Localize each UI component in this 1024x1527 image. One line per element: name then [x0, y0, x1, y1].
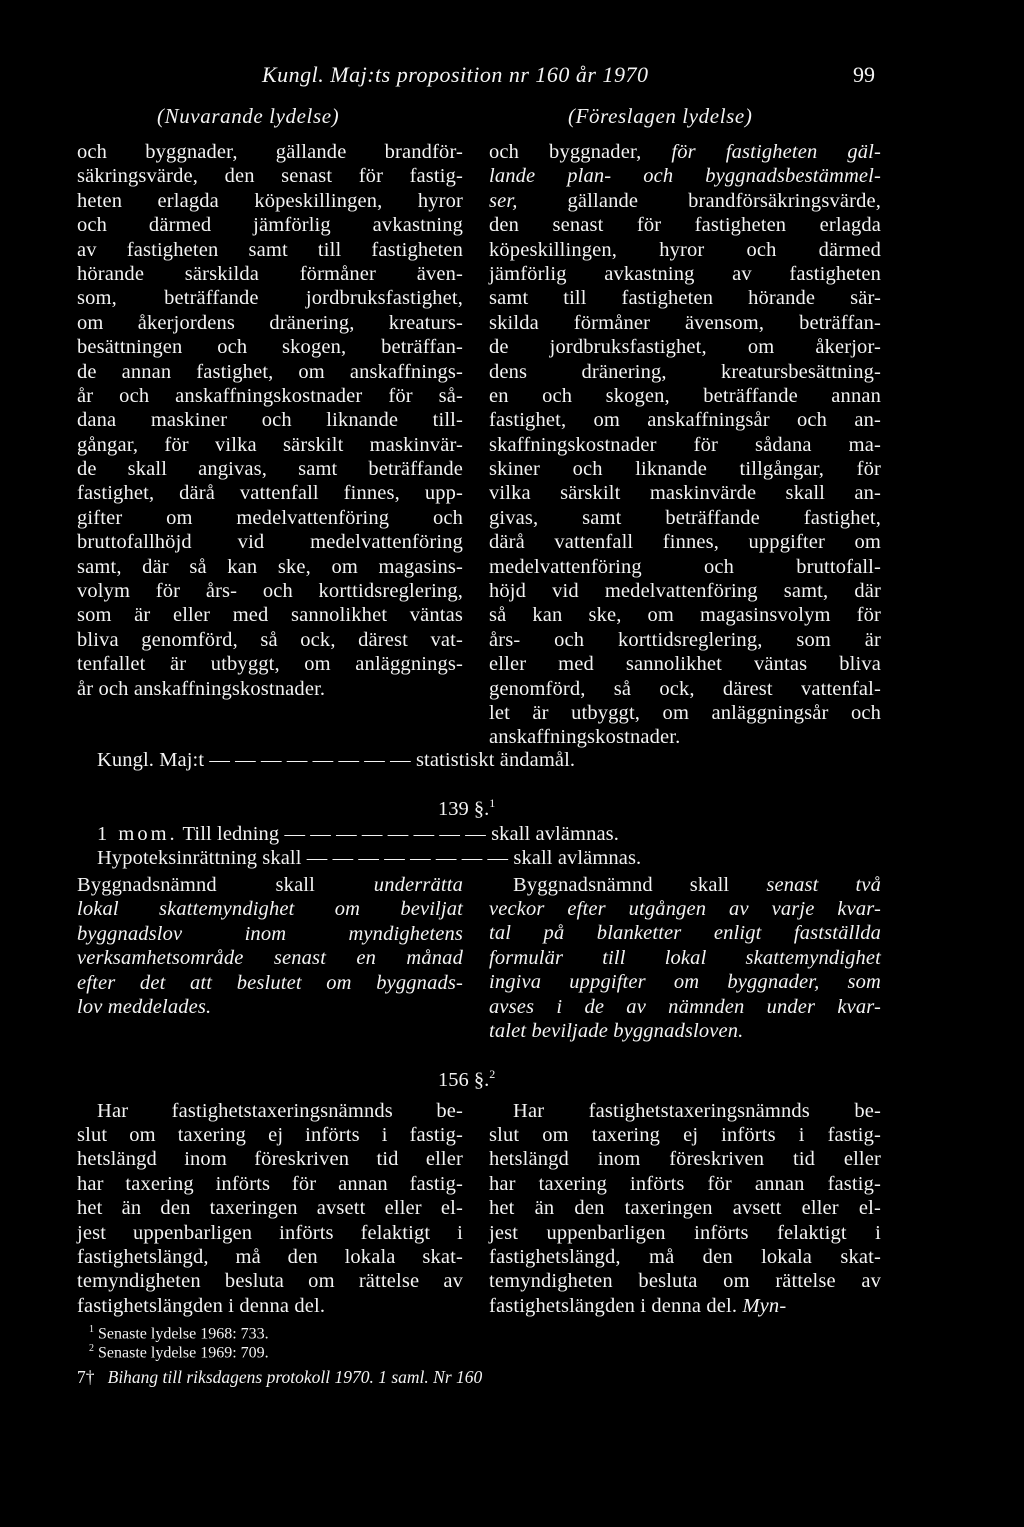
amended-text: talet beviljade byggnadsloven. [489, 1019, 744, 1042]
text-line: som är eller med sannolikhet väntas [77, 604, 463, 627]
omission-dashes: — — — — — — — — [306, 847, 509, 869]
text-line: som, beträffande jordbruksfastighet, [77, 287, 463, 310]
text-line: samt till fastigheten hörande sär- [489, 287, 881, 310]
left-column-block1 [77, 140, 463, 701]
hypotek-line: Hypoteksinrättning skall — — — — — — — — skall avlämnas. [97, 847, 642, 869]
amended-text: tal på blanketter enligt fastställda [489, 922, 881, 945]
text-line: skaffningskostnader för sådana ma- [489, 433, 881, 456]
text-line: säkringsvärde, den senast för fastig- [77, 165, 463, 188]
text-line: givas, samt beträffande fastighet, [489, 506, 881, 529]
footnote-ref: 2 [489, 1067, 496, 1081]
text-line: gångar, för vilka särskilt maskinvär- [77, 433, 463, 456]
text-line: Byggnadsnämnd skall underrätta [77, 874, 463, 896]
footnote-ref: 1 [489, 796, 496, 810]
text-line: skilda förmåner ävensom, beträffan- [489, 311, 881, 334]
text-line: och därmed jämförlig avkastning [77, 214, 463, 237]
text-line: de jordbruksfastighet, om åkerjor- [489, 336, 881, 359]
right-column-heading: (Föreslagen lydelse) [568, 104, 753, 128]
mom-line: 1 mom. Till ledning — — — — — — — — skall avlämnas. [97, 823, 619, 845]
text-line: hetslängd inom föreskriven tid eller [77, 1148, 463, 1171]
text-line: anskaffningskostnader. [489, 726, 681, 749]
text-line: jämförlig avkastning av fastigheten [489, 262, 881, 285]
text-line: skiner och liknande tillgångar, för [489, 458, 881, 481]
text-line: fastighetslängd, må den lokala skat- [489, 1245, 881, 1268]
text-line: ser, gällande brandförsäkringsvärde, [489, 189, 881, 212]
text-line: eller med sannolikhet väntas bliva [489, 653, 881, 676]
amended-text: formulär till lokal skattemyndighet [489, 946, 881, 969]
omission-dashes: — — — — — — — — [284, 823, 486, 845]
amended-text: byggnadslov inom myndighetens [77, 922, 463, 945]
text-line: slut om taxering ej införts i fastig- [77, 1124, 463, 1146]
text-line: temyndigheten besluta om rättelse av [77, 1270, 463, 1293]
text-line: dana maskiner och liknande till- [77, 409, 463, 432]
text-line: köpeskillingen, hyror och därmed [489, 238, 881, 261]
amended-text: avses i de av nämnden under kvar- [489, 995, 881, 1018]
section-156-heading: 156 §.$^2$ [438, 1067, 496, 1091]
amended-text: lokal skattemyndighet om beviljat [77, 898, 463, 921]
text-line: så kan ske, om magasinsvolym för [489, 604, 881, 627]
left-column-heading: (Nuvarande lydelse) [157, 104, 340, 128]
text-line: heten erlagda köpeskillingen, hyror [77, 189, 463, 212]
amended-text: verksamhetsområde senast en månad [77, 947, 463, 970]
text-line: den senast för fastigheten erlagda [489, 214, 881, 237]
text-line: bliva genomförd, så ock, därest vat- [77, 628, 463, 651]
footnote-2: $^2$ Senaste lydelse 1969: 709. [89, 1343, 269, 1362]
text-line: har taxering införts för annan fastig- [489, 1172, 881, 1195]
right-column-block1 [489, 140, 881, 750]
left-column-156-first [97, 1099, 463, 1123]
text-line: besättningen och skogen, beträffan- [77, 336, 463, 359]
text-line: het än den taxeringen avsett eller el- [77, 1197, 463, 1220]
text-line: fastighetslängden i denna del. [77, 1294, 326, 1317]
right-column-139-cont [489, 897, 881, 1043]
text-line: års- och korttidsreglering, som är [489, 628, 881, 651]
page-number: 99 [853, 62, 875, 87]
running-header-title: Kungl. Maj:ts proposition nr 160 år 1970 [262, 62, 649, 87]
amended-text: lov meddelades. [77, 995, 212, 1018]
left-column-139 [77, 873, 463, 1019]
amended-text: veckor efter utgången av varje kvar- [489, 898, 881, 920]
text-line: het än den taxeringen avsett eller el- [489, 1197, 881, 1220]
amended-text: för fastigheten gäl- [671, 141, 881, 163]
text-line: fastighet, därå vattenfall finnes, upp- [77, 482, 463, 505]
text-line: en och skogen, beträffande annan [489, 384, 881, 407]
continuation-line: Kungl. Maj:t — — — — — — — — statistiskt ändamål. [97, 749, 576, 771]
text-line: gifter om medelvattenföring och [77, 506, 463, 529]
footnote-1: $^1$ Senaste lydelse 1968: 733. [89, 1324, 269, 1343]
right-column-156-first [513, 1099, 881, 1123]
text-line: slut om taxering ej införts i fastig- [489, 1124, 881, 1146]
text-line: år och anskaffningskostnader för så- [77, 384, 463, 407]
text-line: fastighet, om anskaffningsår och an- [489, 409, 881, 432]
omission-dashes: — — — — — — — — [209, 749, 411, 771]
text-line: samt, där så kan ske, om magasins- [77, 555, 463, 578]
text-line: dens dränering, kreatursbesättning- [489, 360, 881, 383]
text-line: let är utbyggt, om anläggningsår och [489, 701, 881, 724]
right-column-139 [513, 873, 881, 897]
text-line: år och anskaffningskostnader. [77, 677, 326, 700]
text-line: hörande särskilda förmåner även- [77, 262, 463, 285]
amended-text: ingiva uppgifter om byggnader, som [489, 971, 881, 994]
section-139-heading: 139 §.$^1$ [438, 796, 496, 820]
text-line: jest uppenbarligen införts felaktigt i [489, 1221, 881, 1244]
sheet-mark: 7† [77, 1367, 95, 1387]
text-line: fastighetslängden i denna del. Myn- [489, 1294, 787, 1317]
text-line: har taxering införts för annan fastig- [77, 1172, 463, 1195]
amended-text: ser, [489, 189, 518, 212]
text-line: jest uppenbarligen införts felaktigt i [77, 1221, 463, 1244]
text-line: Har fastighetstaxeringsnämnds be- [97, 1100, 463, 1122]
text-line: de annan fastighet, om anskaffnings- [77, 360, 463, 383]
left-column-156 [77, 1123, 463, 1318]
text-line: och byggnader, gällande brandför- [77, 141, 463, 163]
text-line: hetslängd inom föreskriven tid eller [489, 1148, 881, 1171]
text-line: vilka särskilt maskinvärde skall an- [489, 482, 881, 505]
moment-label: 1 mom. [97, 823, 178, 845]
colophon-text: Bihang till riksdagens protokoll 1970. 1 saml. Nr 160 [107, 1367, 483, 1387]
text-line: temyndigheten besluta om rättelse av [489, 1270, 881, 1293]
text-line: fastighetslängd, må den lokala skat- [77, 1245, 463, 1268]
sheet-signature [77, 1367, 482, 1388]
amended-text: Myn- [742, 1294, 787, 1317]
amended-text: senast två [766, 874, 882, 896]
text-line: av fastigheten samt till fastigheten [77, 238, 463, 261]
amended-text: efter det att beslutet om byggnads- [77, 971, 463, 994]
text-line: tenfallet är utbyggt, om anläggnings- [77, 653, 463, 676]
text-line: och byggnader, för fastigheten gäl- [489, 141, 881, 163]
text-line: de skall angivas, samt beträffande [77, 458, 463, 481]
text-line: Har fastighetstaxeringsnämnds be- [513, 1100, 881, 1122]
amended-text: underrätta [373, 874, 463, 896]
text-line: höjd vid medelvattenföring samt, där [489, 580, 881, 603]
text-line: genomförd, så ock, därest vattenfal- [489, 677, 881, 700]
text-line: Byggnadsnämnd skall senast två [513, 874, 882, 896]
text-line: om åkerjordens dränering, kreaturs- [77, 311, 463, 334]
text-line: bruttofallhöjd vid medelvattenföring [77, 531, 463, 554]
text-line: medelvattenföring och bruttofall- [489, 555, 881, 578]
right-column-156 [489, 1123, 881, 1318]
amended-text: lande plan- och byggnadsbestämmel- [489, 165, 881, 188]
text-line: därå vattenfall finnes, uppgifter om [489, 531, 881, 554]
text-line: volym för års- och korttidsreglering, [77, 580, 463, 603]
